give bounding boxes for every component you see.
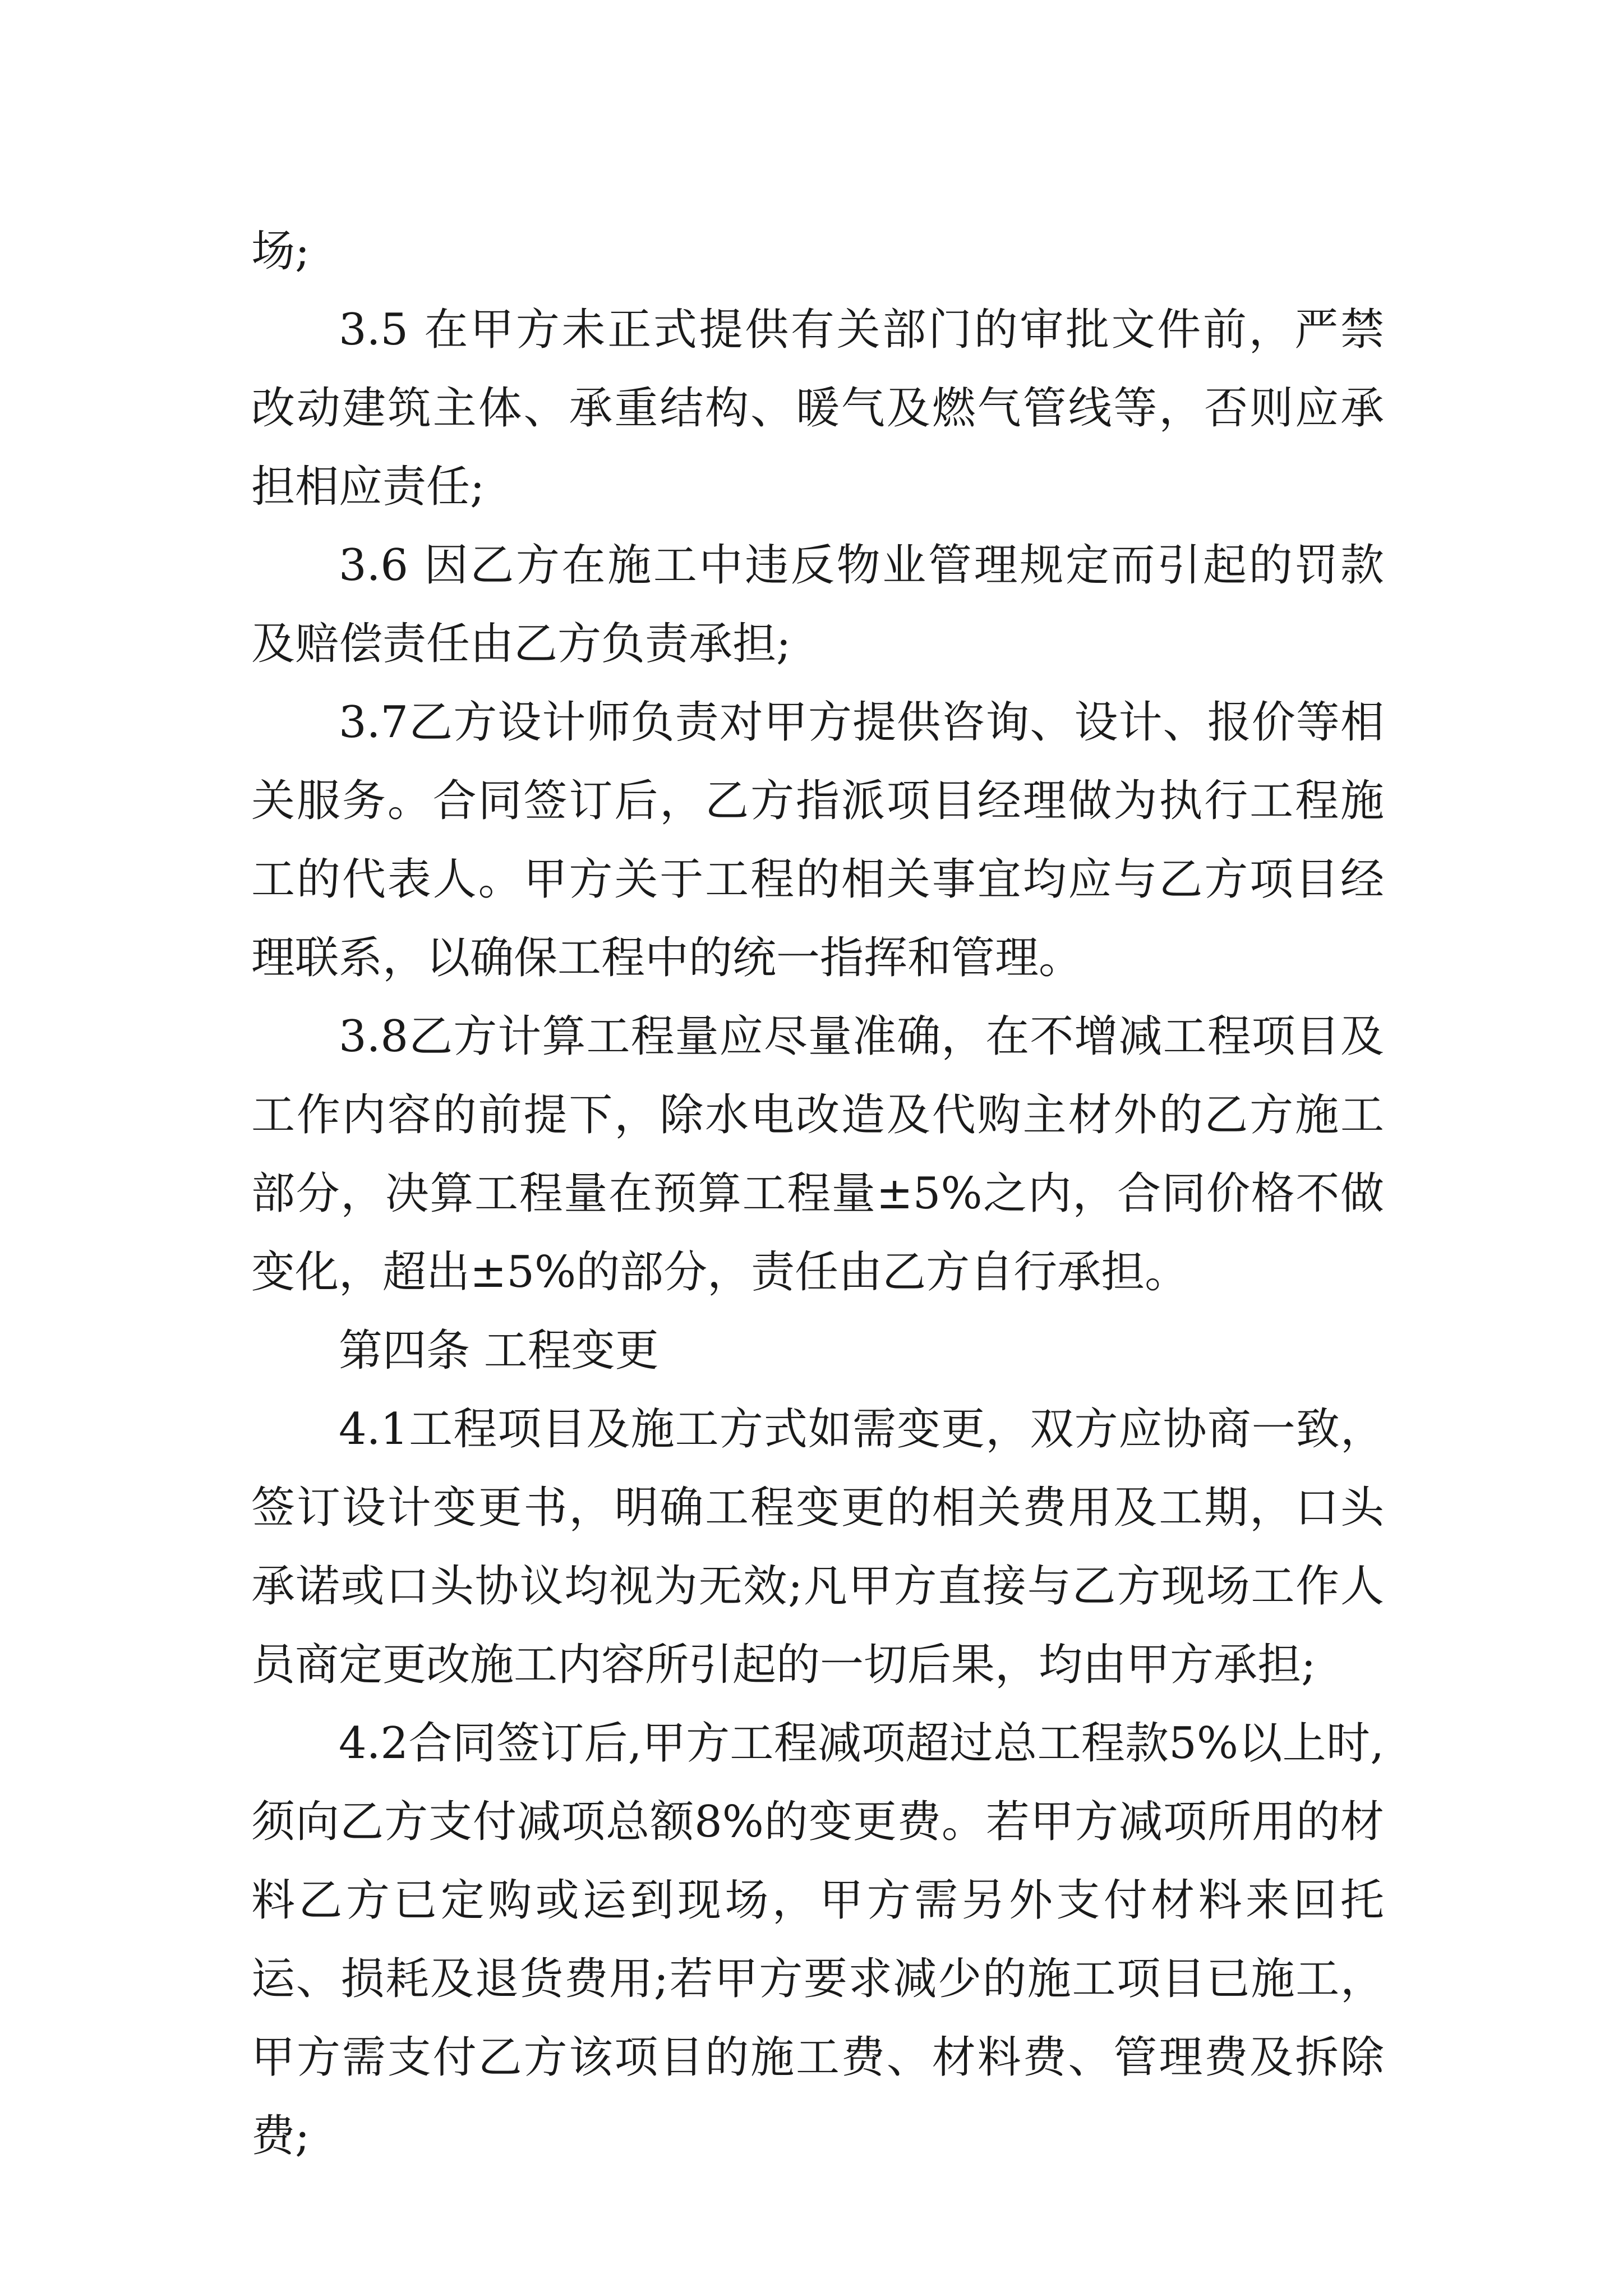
section-heading-article-4: 第四条 工程变更 — [339, 1326, 659, 1376]
clause-3-8: 3.8乙方计算工程量应尽量准确，在不增减工程项目及工作内容的前提下，除水电改造及代购主材外的乙方施工部分，决算工程量在预算工程量±5%之内，合同价格不做变化，超出±5%的部分，责任由乙方自行承担。 — [251, 1011, 1384, 1297]
document-page — [251, 212, 1384, 2175]
clause-3-6: 3.6 因乙方在施工中违反物业管理规定而引起的罚款及赔偿责任由乙方负责承担; — [251, 540, 1384, 669]
clause-3-5: 3.5 在甲方未正式提供有关部门的审批文件前，严禁改动建筑主体、承重结构、暖气及燃气管线等，否则应承担相应责任; — [251, 305, 1384, 512]
clause-4-2: 4.2合同签订后,甲方工程减项超过总工程款5%以上时,须向乙方支付减项总额8%的变更费。若甲方减项所用的材料乙方已定购或运到现场，甲方需另外支付材料来回托运、损耗及退货费用;若甲方要求减少的施工项目已施工，甲方需支付乙方该项目的施工费、材料费、管理费及拆除费; — [251, 1718, 1384, 2161]
clause-3-7: 3.7乙方设计师负责对甲方提供咨询、设计、报价等相关服务。合同签订后，乙方指派项目经理做为执行工程施工的代表人。甲方关于工程的相关事宜均应与乙方项目经理联系，以确保工程中的统一指挥和管理。 — [251, 697, 1384, 983]
clause-4-1: 4.1工程项目及施工方式如需变更，双方应协商一致，签订设计变更书，明确工程变更的相关费用及工期，口头承诺或口头协议均视为无效;凡甲方直接与乙方现场工作人员商定更改施工内容所引起的一切后果，均由甲方承担; — [251, 1404, 1384, 1690]
paragraph-continuation: 场; — [251, 226, 310, 277]
